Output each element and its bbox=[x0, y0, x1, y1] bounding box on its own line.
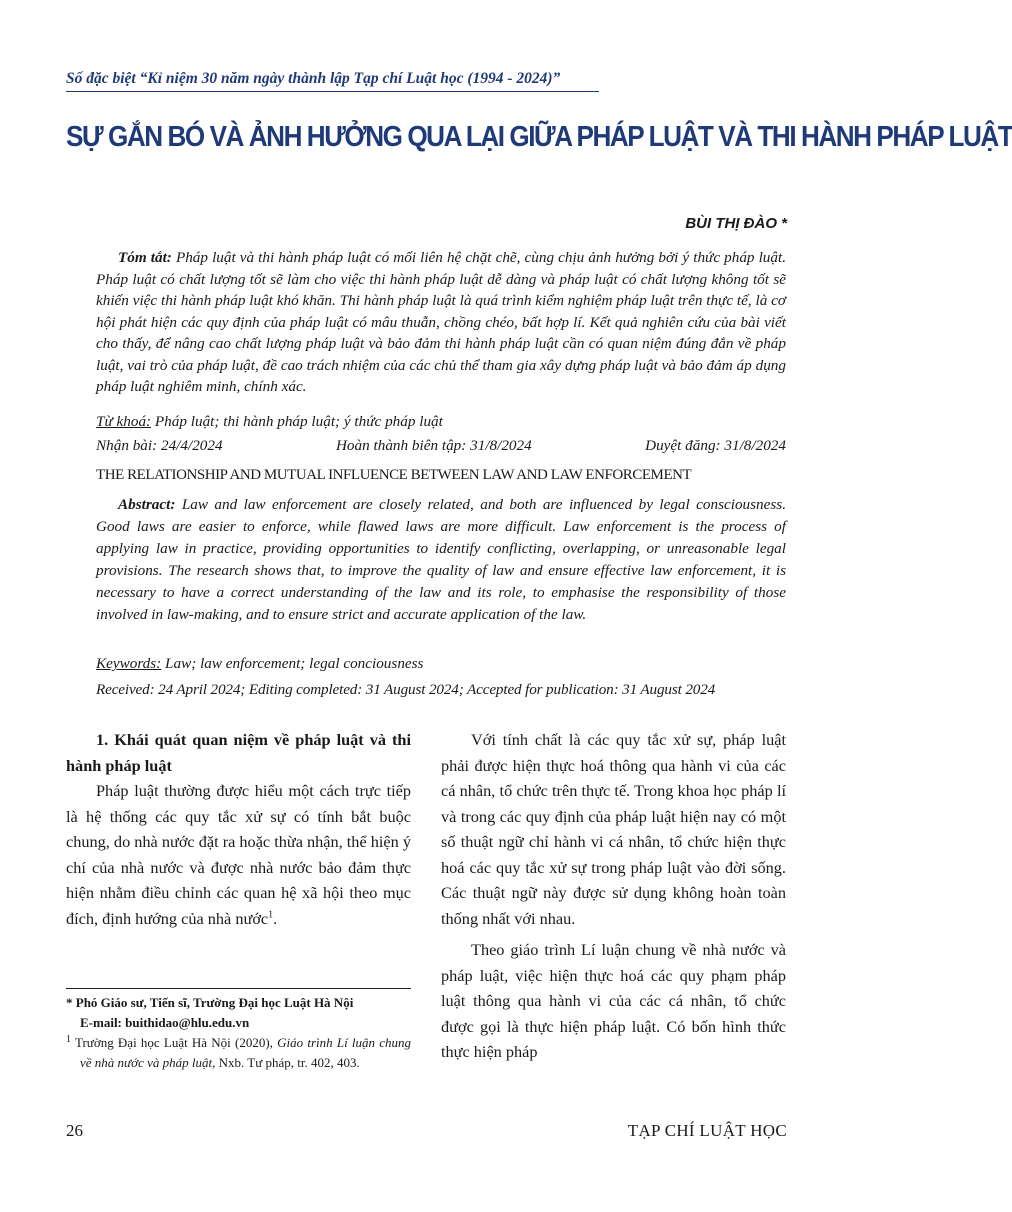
author-affiliation: * Phó Giáo sư, Tiến sĩ, Trường Đại học Luật Hà Nội bbox=[66, 995, 354, 1010]
footnote-1-title: Giáo trình Lí luận chung về nhà nước và pháp luật bbox=[80, 1035, 411, 1070]
publication-dates-en: Received: 24 April 2024; Editing completed: 31 August 2024; Accepted for publication: 31 August 2024 bbox=[96, 681, 716, 698]
body-paragraph: Theo giáo trình Lí luận chung về nhà nước và pháp luật, việc hiện thực hoá các quy phạm pháp luật thông qua hành vi của các cá nhân, tổ chức được gọi là thực hiện pháp luật. Có bốn hình thức thực hiện pháp bbox=[441, 940, 786, 1061]
keywords-vi bbox=[96, 411, 786, 433]
abstract-vi-label: Tóm tắt: bbox=[118, 249, 172, 266]
body-paragraph-end: . bbox=[273, 908, 278, 928]
abstract-en-label: Abstract: bbox=[118, 496, 176, 513]
accepted-date-vi: Duyệt đăng: 31/8/2024 bbox=[645, 437, 786, 454]
footnote-author bbox=[66, 993, 411, 1033]
publication-dates-vi bbox=[96, 437, 786, 455]
keywords-en-label: Keywords: bbox=[96, 655, 162, 672]
abstract-vi bbox=[96, 247, 786, 398]
banner-underline bbox=[66, 91, 599, 92]
author-name: BÙI THỊ ĐÀO * bbox=[685, 215, 787, 232]
footnote-1-pre: Trường Đại học Luật Hà Nội (2020), bbox=[71, 1035, 278, 1050]
body-paragraph bbox=[66, 778, 411, 931]
received-date-vi: Nhận bài: 24/4/2024 bbox=[96, 437, 223, 454]
body-paragraph-text: Pháp luật thường được hiểu một cách trực tiếp là hệ thống các quy tắc xử sự có tính bắt buộc chung, do nhà nước đặt ra hoặc thừa nhận, thể hiện ý chí của nhà nước và được nhà nước bảo đảm thực hiện nhằm điều chỉnh các quan hệ xã hội theo mục đích, định hướng của nhà nước bbox=[66, 781, 411, 928]
footnote-1-mark: 1 bbox=[66, 1033, 71, 1045]
keywords-en-text: Law; law enforcement; legal conciousness bbox=[161, 655, 424, 672]
edited-date-vi: Hoàn thành biên tập: 31/8/2024 bbox=[335, 437, 532, 454]
footnote-1-post: , Nxb. Tư pháp, tr. 402, 403. bbox=[212, 1055, 360, 1070]
special-issue-banner: Số đặc biệt “Kỉ niệm 30 năm ngày thành lập Tạp chí Luật học (1994 - 2024)” bbox=[66, 70, 561, 87]
body-paragraph: Với tính chất là các quy tắc xử sự, pháp luật phải được hiện thực hoá thông qua hành vi của các cá nhân, tổ chức trên thực tế. Trong khoa học pháp lí và trong các quy định của pháp luật hiện nay có một số thuật ngữ chỉ hành vi cá nhân, tổ chức hiện thực hoá các quy tắc xử sự trong pháp luật vào đời sống. Các thuật ngữ này được sử dụng không hoàn toàn thống nhất với nhau. bbox=[441, 730, 786, 928]
abstract-en bbox=[96, 494, 786, 626]
body-right-column bbox=[441, 727, 786, 1065]
footnote-1 bbox=[66, 1033, 411, 1073]
section-heading: 1. Khái quát quan niệm về pháp luật và thi hành pháp luật bbox=[66, 730, 411, 775]
abstract-en-text: Law and law enforcement are closely related, and both are influenced by legal consciousness. Good laws are easier to enforce, while flawed laws are more difficult. Law enforcement is the process of applying law in practice, providing opportunities to identify conflicting, overlapping, or unreasonable legal provisions. The research shows that, to improve the quality of law and ensure effective law enforcement, it is necessary to have a correct understanding of the law and its role, to emphasise the responsibility of those involved in law-making, and to ensure strict and accurate application of the law. bbox=[96, 496, 787, 623]
journal-name: TẠP CHÍ LUẬT HỌC bbox=[627, 1121, 787, 1140]
footnote-divider bbox=[66, 988, 411, 989]
keywords-vi-label: Từ khoá: bbox=[96, 413, 152, 430]
keywords-en bbox=[96, 653, 786, 675]
author-email[interactable]: E-mail: buithidao@hlu.edu.vn bbox=[80, 1015, 250, 1030]
footnote-ref[interactable]: 1 bbox=[268, 909, 274, 921]
english-title: THE RELATIONSHIP AND MUTUAL INFLUENCE BETWEEN LAW AND LAW ENFORCEMENT bbox=[96, 467, 692, 483]
body-left-column bbox=[66, 727, 411, 931]
page-number: 26 bbox=[66, 1121, 83, 1140]
keywords-vi-text: Pháp luật; thi hành pháp luật; ý thức pháp luật bbox=[151, 413, 443, 430]
article-title: SỰ GẮN BÓ VÀ ẢNH HƯỞNG QUA LẠI GIỮA PHÁP LUẬT VÀ THI HÀNH PHÁP LUẬT bbox=[66, 121, 1012, 153]
abstract-vi-text: Pháp luật và thi hành pháp luật có mối liên hệ chặt chẽ, cùng chịu ảnh hưởng bởi ý thức pháp luật. Pháp luật có chất lượng tốt sẽ làm cho việc thi hành pháp luật dễ dàng và pháp luật có chất lượng không tốt sẽ khiến việc thi hành pháp luật khó khăn. Thi hành pháp luật là quá trình kiểm nghiệm pháp luật trên thực tế, là cơ hội phát hiện các quy định của pháp luật có mâu thuẫn, chồng chéo, bất hợp lí. Kết quả nghiên cứu của bài viết cho thấy, để nâng cao chất lượng pháp luật và bảo đảm thi hành pháp luật cần có quan niệm đúng đắn về pháp luật, vai trò của pháp luật, đề cao trách nhiệm của các chủ thể tham gia xây dựng pháp luật và bảo đảm áp dụng pháp luật nghiêm minh, chính xác. bbox=[96, 249, 787, 395]
